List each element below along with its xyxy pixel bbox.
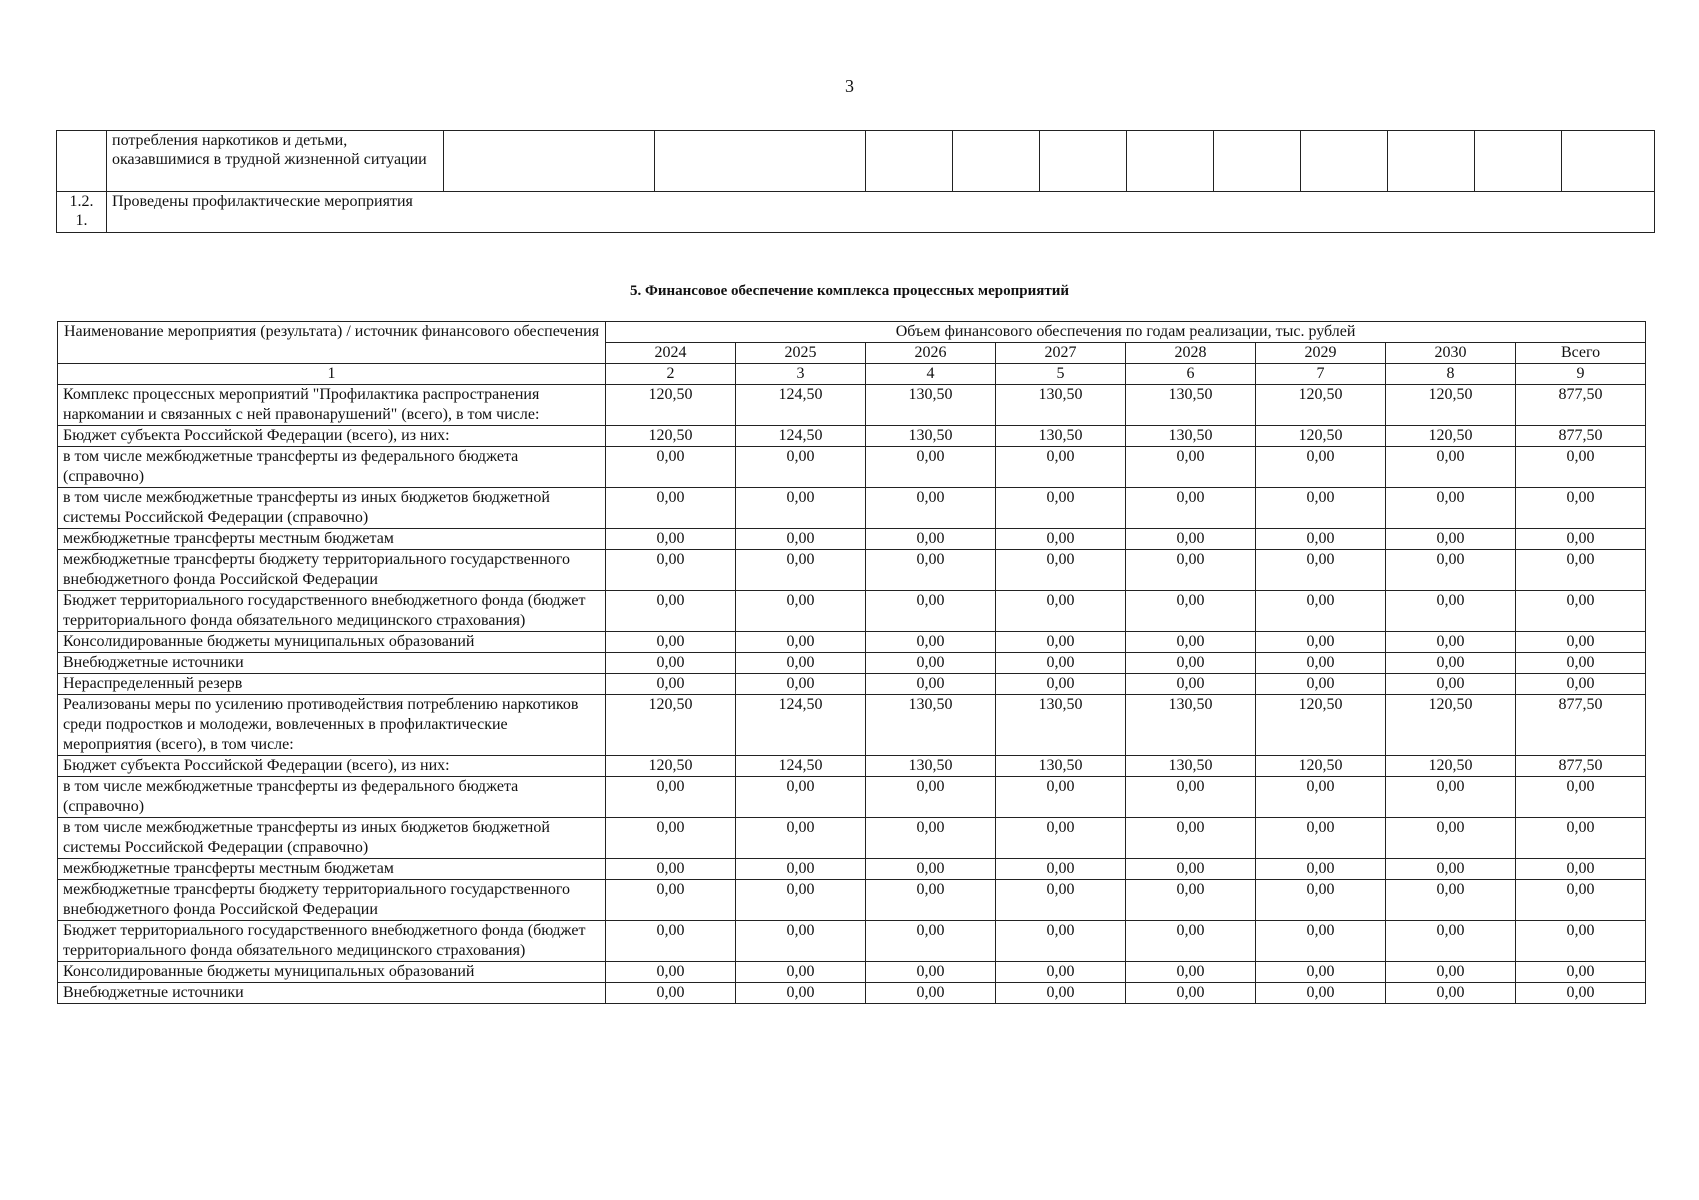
value-cell: 0,00 [1516, 983, 1646, 1004]
value-cell: 120,50 [606, 385, 736, 426]
row-text: потребления наркотиков и детьми, оказавшимися в трудной жизненной ситуации [107, 131, 444, 192]
value-cell: 0,00 [1516, 632, 1646, 653]
value-cell: 0,00 [1386, 777, 1516, 818]
table-row [58, 921, 1646, 962]
value-cell: 0,00 [866, 777, 996, 818]
value-cell: 130,50 [866, 385, 996, 426]
value-cell: 0,00 [1386, 818, 1516, 859]
value-cell: 130,50 [866, 426, 996, 447]
value-cell: 0,00 [1386, 550, 1516, 591]
year-header: 2029 [1256, 343, 1386, 364]
column-number: 2 [606, 364, 736, 385]
value-cell: 0,00 [866, 818, 996, 859]
value-cell: 0,00 [606, 880, 736, 921]
value-cell: 0,00 [736, 447, 866, 488]
value-cell: 120,50 [1386, 426, 1516, 447]
value-cell: 0,00 [1256, 962, 1386, 983]
value-cell: 0,00 [1516, 550, 1646, 591]
value-cell: 0,00 [1126, 632, 1256, 653]
row-name: Бюджет территориального государственного внебюджетного фонда (бюджет территориального фонда обязательного медицинского страхования) [58, 921, 606, 962]
value-cell: 0,00 [866, 632, 996, 653]
value-cell: 0,00 [1126, 591, 1256, 632]
value-cell: 0,00 [1386, 921, 1516, 962]
row-name: межбюджетные трансферты местным бюджетам [58, 859, 606, 880]
value-cell: 0,00 [996, 550, 1126, 591]
row-name: Бюджет субъекта Российской Федерации (всего), из них: [58, 756, 606, 777]
table-row [58, 818, 1646, 859]
row-name: Бюджет субъекта Российской Федерации (всего), из них: [58, 426, 606, 447]
table-row [58, 880, 1646, 921]
value-cell: 120,50 [1256, 756, 1386, 777]
table-row [58, 983, 1646, 1004]
value-cell: 130,50 [1126, 756, 1256, 777]
value-cell: 124,50 [736, 756, 866, 777]
value-cell: 0,00 [996, 447, 1126, 488]
value-cell: 0,00 [736, 962, 866, 983]
table-row [58, 447, 1646, 488]
value-cell: 0,00 [606, 962, 736, 983]
year-header: 2030 [1386, 343, 1516, 364]
value-cell: 0,00 [736, 777, 866, 818]
value-cell: 130,50 [996, 385, 1126, 426]
value-cell: 0,00 [606, 550, 736, 591]
value-cell: 0,00 [1126, 818, 1256, 859]
value-cell: 120,50 [1256, 426, 1386, 447]
value-cell: 0,00 [736, 529, 866, 550]
name-column-header: Наименование мероприятия (результата) / источник финансового обеспечения [58, 322, 606, 364]
value-cell: 0,00 [866, 674, 996, 695]
value-cell: 0,00 [996, 591, 1126, 632]
value-cell: 0,00 [606, 859, 736, 880]
table-row [58, 385, 1646, 426]
value-cell: 120,50 [606, 695, 736, 756]
value-cell: 877,50 [1516, 426, 1646, 447]
value-cell: 0,00 [1386, 632, 1516, 653]
value-cell: 0,00 [736, 550, 866, 591]
row-name: Консолидированные бюджеты муниципальных образований [58, 962, 606, 983]
value-cell: 0,00 [606, 921, 736, 962]
value-cell: 0,00 [996, 488, 1126, 529]
value-cell: 0,00 [1516, 447, 1646, 488]
value-cell: 0,00 [996, 921, 1126, 962]
value-cell: 0,00 [866, 488, 996, 529]
table-row [58, 488, 1646, 529]
value-cell: 0,00 [1516, 818, 1646, 859]
value-cell: 130,50 [996, 695, 1126, 756]
value-cell: 130,50 [866, 695, 996, 756]
volume-column-header: Объем финансового обеспечения по годам реализации, тыс. рублей [606, 322, 1646, 343]
value-cell: 0,00 [736, 859, 866, 880]
row-name: Бюджет территориального государственного внебюджетного фонда (бюджет территориального фонда обязательного медицинского страхования) [58, 591, 606, 632]
value-cell: 0,00 [866, 591, 996, 632]
table-row [57, 131, 1655, 192]
table-row [58, 859, 1646, 880]
value-cell: 0,00 [1516, 880, 1646, 921]
value-cell: 130,50 [996, 756, 1126, 777]
value-cell: 120,50 [1386, 695, 1516, 756]
row-name: в том числе межбюджетные трансферты из иных бюджетов бюджетной системы Российской Федерации (справочно) [58, 488, 606, 529]
value-cell: 877,50 [1516, 385, 1646, 426]
value-cell: 130,50 [1126, 695, 1256, 756]
value-cell: 0,00 [1516, 529, 1646, 550]
value-cell: 0,00 [866, 653, 996, 674]
value-cell: 0,00 [1256, 859, 1386, 880]
value-cell: 0,00 [866, 962, 996, 983]
value-cell: 120,50 [1386, 385, 1516, 426]
value-cell: 0,00 [1126, 859, 1256, 880]
row-number: 1.2. 1. [57, 192, 107, 233]
table-row [58, 632, 1646, 653]
value-cell: 0,00 [606, 674, 736, 695]
value-cell: 0,00 [1126, 550, 1256, 591]
value-cell: 0,00 [1256, 447, 1386, 488]
value-cell: 0,00 [996, 529, 1126, 550]
value-cell: 0,00 [1386, 529, 1516, 550]
value-cell: 0,00 [866, 550, 996, 591]
row-name: Реализованы меры по усилению противодействия потреблению наркотиков среди подростков и молодежи, вовлеченных в профилактические мероприятия (всего), в том числе: [58, 695, 606, 756]
year-header: Всего [1516, 343, 1646, 364]
value-cell: 0,00 [1126, 921, 1256, 962]
value-cell: 0,00 [736, 674, 866, 695]
value-cell: 0,00 [1386, 488, 1516, 529]
value-cell: 0,00 [1256, 529, 1386, 550]
value-cell: 0,00 [1256, 653, 1386, 674]
value-cell: 0,00 [1126, 447, 1256, 488]
value-cell: 0,00 [736, 632, 866, 653]
value-cell: 0,00 [1256, 818, 1386, 859]
row-name: Внебюджетные источники [58, 653, 606, 674]
value-cell: 0,00 [1386, 674, 1516, 695]
value-cell: 0,00 [1126, 674, 1256, 695]
value-cell: 120,50 [1256, 385, 1386, 426]
row-name: в том числе межбюджетные трансферты из иных бюджетов бюджетной системы Российской Федерации (справочно) [58, 818, 606, 859]
value-cell: 0,00 [1256, 983, 1386, 1004]
value-cell: 0,00 [606, 983, 736, 1004]
value-cell: 124,50 [736, 426, 866, 447]
value-cell: 0,00 [1126, 880, 1256, 921]
table-row [58, 962, 1646, 983]
column-number: 1 [58, 364, 606, 385]
table-row [58, 695, 1646, 756]
column-number: 9 [1516, 364, 1646, 385]
value-cell: 0,00 [996, 653, 1126, 674]
value-cell: 0,00 [1256, 880, 1386, 921]
continuation-table [56, 130, 1655, 233]
value-cell: 0,00 [996, 777, 1126, 818]
row-name: в том числе межбюджетные трансферты из федерального бюджета (справочно) [58, 447, 606, 488]
value-cell: 0,00 [736, 591, 866, 632]
value-cell: 0,00 [736, 488, 866, 529]
value-cell: 0,00 [1386, 983, 1516, 1004]
row-name: Внебюджетные источники [58, 983, 606, 1004]
section-title: 5. Финансовое обеспечение комплекса процессных мероприятий [630, 283, 1069, 299]
value-cell: 0,00 [1256, 591, 1386, 632]
value-cell: 0,00 [1386, 880, 1516, 921]
value-cell: 0,00 [1516, 921, 1646, 962]
row-name: межбюджетные трансферты местным бюджетам [58, 529, 606, 550]
year-header: 2025 [736, 343, 866, 364]
year-header: 2026 [866, 343, 996, 364]
year-header: 2028 [1126, 343, 1256, 364]
value-cell: 0,00 [1516, 653, 1646, 674]
row-name: межбюджетные трансферты бюджету территориального государственного внебюджетного фонда Российской Федерации [58, 550, 606, 591]
page-number: 3 [845, 76, 854, 96]
value-cell: 0,00 [606, 488, 736, 529]
header-row [58, 322, 1646, 343]
column-number: 7 [1256, 364, 1386, 385]
column-number: 3 [736, 364, 866, 385]
value-cell: 0,00 [606, 777, 736, 818]
value-cell: 0,00 [736, 983, 866, 1004]
value-cell: 0,00 [1126, 983, 1256, 1004]
value-cell: 120,50 [1256, 695, 1386, 756]
value-cell: 0,00 [1126, 777, 1256, 818]
value-cell: 0,00 [606, 632, 736, 653]
table-row [58, 550, 1646, 591]
value-cell: 0,00 [736, 653, 866, 674]
table-row [58, 777, 1646, 818]
column-number: 8 [1386, 364, 1516, 385]
table-row [58, 591, 1646, 632]
value-cell: 0,00 [996, 880, 1126, 921]
value-cell: 130,50 [866, 756, 996, 777]
year-header: 2024 [606, 343, 736, 364]
column-number: 6 [1126, 364, 1256, 385]
value-cell: 0,00 [1126, 529, 1256, 550]
table-row [58, 674, 1646, 695]
value-cell: 0,00 [1386, 653, 1516, 674]
value-cell: 120,50 [606, 756, 736, 777]
value-cell: 0,00 [1256, 777, 1386, 818]
value-cell: 0,00 [606, 653, 736, 674]
table-row [58, 426, 1646, 447]
value-cell: 0,00 [1126, 962, 1256, 983]
value-cell: 0,00 [606, 818, 736, 859]
value-cell: 0,00 [996, 962, 1126, 983]
value-cell: 0,00 [866, 921, 996, 962]
row-name: Комплекс процессных мероприятий "Профилактика распространения наркомании и связанных с ней правонарушений" (всего), в том числе: [58, 385, 606, 426]
value-cell: 0,00 [1256, 488, 1386, 529]
value-cell: 0,00 [1256, 921, 1386, 962]
row-text: Проведены профилактические мероприятия [107, 192, 1655, 233]
value-cell: 0,00 [1386, 591, 1516, 632]
value-cell: 0,00 [996, 632, 1126, 653]
value-cell: 0,00 [1516, 777, 1646, 818]
column-number: 5 [996, 364, 1126, 385]
value-cell: 0,00 [1386, 962, 1516, 983]
value-cell: 0,00 [996, 859, 1126, 880]
value-cell: 0,00 [736, 921, 866, 962]
value-cell: 0,00 [996, 674, 1126, 695]
finance-table [57, 321, 1646, 1004]
value-cell: 0,00 [866, 447, 996, 488]
value-cell: 0,00 [1386, 447, 1516, 488]
table-row [57, 192, 1655, 233]
value-cell: 0,00 [1126, 653, 1256, 674]
value-cell: 0,00 [866, 983, 996, 1004]
column-numbers-row [58, 364, 1646, 385]
value-cell: 0,00 [1256, 550, 1386, 591]
value-cell: 0,00 [866, 529, 996, 550]
row-name: в том числе межбюджетные трансферты из федерального бюджета (справочно) [58, 777, 606, 818]
value-cell: 124,50 [736, 695, 866, 756]
value-cell: 130,50 [1126, 385, 1256, 426]
value-cell: 877,50 [1516, 756, 1646, 777]
value-cell: 0,00 [1256, 674, 1386, 695]
row-name: Нераспределенный резерв [58, 674, 606, 695]
row-name: Консолидированные бюджеты муниципальных образований [58, 632, 606, 653]
value-cell: 0,00 [1516, 674, 1646, 695]
value-cell: 0,00 [866, 859, 996, 880]
year-header: 2027 [996, 343, 1126, 364]
value-cell: 0,00 [606, 591, 736, 632]
table-row [58, 653, 1646, 674]
value-cell: 0,00 [1516, 962, 1646, 983]
value-cell: 120,50 [1386, 756, 1516, 777]
value-cell: 0,00 [1516, 591, 1646, 632]
value-cell: 120,50 [606, 426, 736, 447]
column-number: 4 [866, 364, 996, 385]
value-cell: 0,00 [606, 529, 736, 550]
value-cell: 130,50 [1126, 426, 1256, 447]
value-cell: 0,00 [1256, 632, 1386, 653]
value-cell: 0,00 [1516, 488, 1646, 529]
table-row [58, 529, 1646, 550]
value-cell: 0,00 [1516, 859, 1646, 880]
table-row [58, 756, 1646, 777]
value-cell: 0,00 [866, 880, 996, 921]
value-cell: 124,50 [736, 385, 866, 426]
value-cell: 0,00 [996, 818, 1126, 859]
value-cell: 0,00 [606, 447, 736, 488]
value-cell: 0,00 [1126, 488, 1256, 529]
value-cell: 877,50 [1516, 695, 1646, 756]
value-cell: 0,00 [736, 880, 866, 921]
value-cell: 0,00 [996, 983, 1126, 1004]
value-cell: 130,50 [996, 426, 1126, 447]
value-cell: 0,00 [736, 818, 866, 859]
value-cell: 0,00 [1386, 859, 1516, 880]
row-name: межбюджетные трансферты бюджету территориального государственного внебюджетного фонда Российской Федерации [58, 880, 606, 921]
